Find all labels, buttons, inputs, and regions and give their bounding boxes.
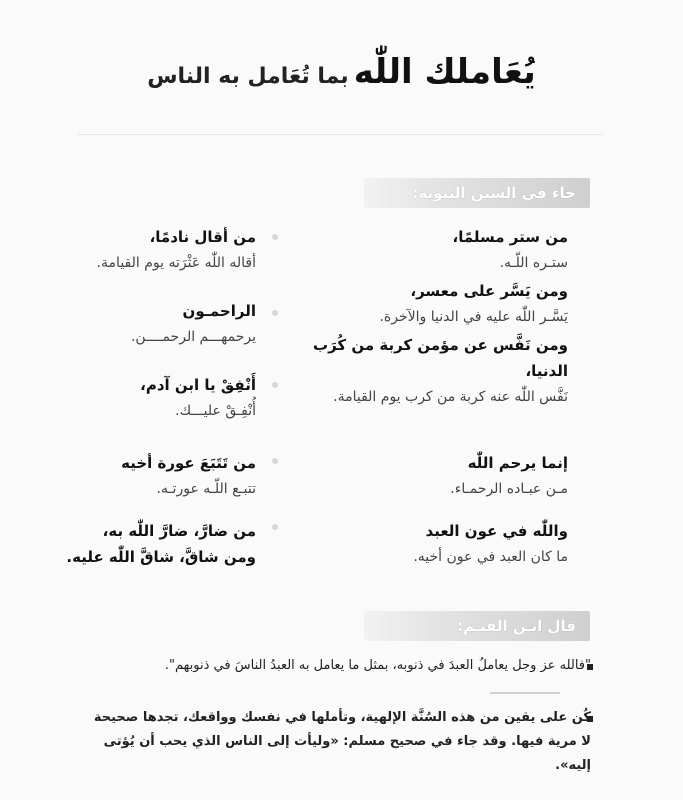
hadith-entry <box>313 332 568 410</box>
hadith-entry <box>313 518 568 570</box>
quote-separator <box>490 692 560 694</box>
hadith-text: أقاله اللّٰه عَثْرَته يوم القيامة. <box>96 255 256 271</box>
quote-line: "فالله عز وجل يعاملُ العبدَ في ذنوبه، بمثل ما يعامل به العبدُ الناسَ في ذنوبهم". <box>164 658 591 673</box>
section-header-ibn-alqayyim <box>364 611 590 641</box>
hadith-heading: أَنْفِقْ يا ابن آدم، <box>140 376 256 394</box>
quote-text <box>71 654 591 678</box>
hadith-heading: من ستر مسلمًا، <box>452 228 568 246</box>
hadith-text: ما كان العبد في عون أخيه. <box>413 549 568 565</box>
hadith-entry <box>56 518 256 570</box>
hadith-heading: من أقال نادمًا، <box>149 228 256 246</box>
bullet-dot <box>272 310 278 316</box>
top-divider <box>78 134 603 135</box>
section-header-sunan <box>364 178 590 208</box>
hadith-text: ستـره اللّـه. <box>499 255 568 271</box>
hadith-entry <box>56 298 256 350</box>
note-text <box>71 706 591 778</box>
hadith-entry <box>56 224 256 276</box>
title-rest: بما تُعَامل به الناس <box>147 64 349 89</box>
hadith-heading: من تَتَبَعَ عورة أخيه <box>121 454 256 472</box>
hadith-text: يرحمهـــم الرحمــــن. <box>130 329 256 345</box>
hadith-heading: ومن نَفَّس عن مؤمن كربة من كُرَب الدنيا، <box>313 336 568 380</box>
bullet-dot <box>272 234 278 240</box>
hadith-heading: ومن يَسَّر على معسر، <box>410 282 568 300</box>
section-header-sunan-label: جاء في السنن النبوية: <box>412 184 576 202</box>
note-line: كُن على يقين من هذه السُنَّة الإلهية، وتأملها في نفسك وواقعك، تجدها صحيحة <box>93 710 591 725</box>
hadith-entry <box>313 450 568 502</box>
title-main: يُعَاملك اللّٰه <box>353 52 536 92</box>
bullet-dot <box>272 382 278 388</box>
hadith-entry <box>56 450 256 502</box>
page-title <box>0 52 683 92</box>
hadith-heading: واللّٰه في عون العبد <box>425 522 568 540</box>
hadith-heading: ومن شاقَّ، شاقَّ اللّٰه عليه. <box>66 548 256 566</box>
hadith-entry <box>313 224 568 276</box>
hadith-heading: الراحمـون <box>182 302 256 320</box>
hadith-text: أُنْفِـقْ عليـــك. <box>175 403 256 419</box>
hadith-entry <box>56 372 256 424</box>
hadith-text: نَفَّس اللّٰه عنه كربة من كرب يوم القيامة. <box>333 389 568 405</box>
hadith-text: مـن عبـاده الرحمـاء. <box>450 481 568 497</box>
hadith-heading: إنما يرحم اللّٰه <box>467 454 568 472</box>
bullet-dot <box>272 524 278 530</box>
hadith-heading: من ضارَّ، ضارَّ اللّٰه به، <box>102 522 256 540</box>
hadith-text: يَسَّـر اللّٰه عليه في الدنيا والآخرة. <box>379 309 568 325</box>
note-line: لا مرية فيها. وقد جاء في صحيح مسلم: «وليأت إلى الناس الذي يحب أن يُؤتى إليه». <box>103 734 591 773</box>
bullet-dot <box>272 458 278 464</box>
hadith-entry <box>313 278 568 330</box>
section-header-ibn-alqayyim-label: قال ابـن القيـم: <box>457 617 576 635</box>
hadith-text: تتبـع اللّـه عورتـه. <box>156 481 256 497</box>
